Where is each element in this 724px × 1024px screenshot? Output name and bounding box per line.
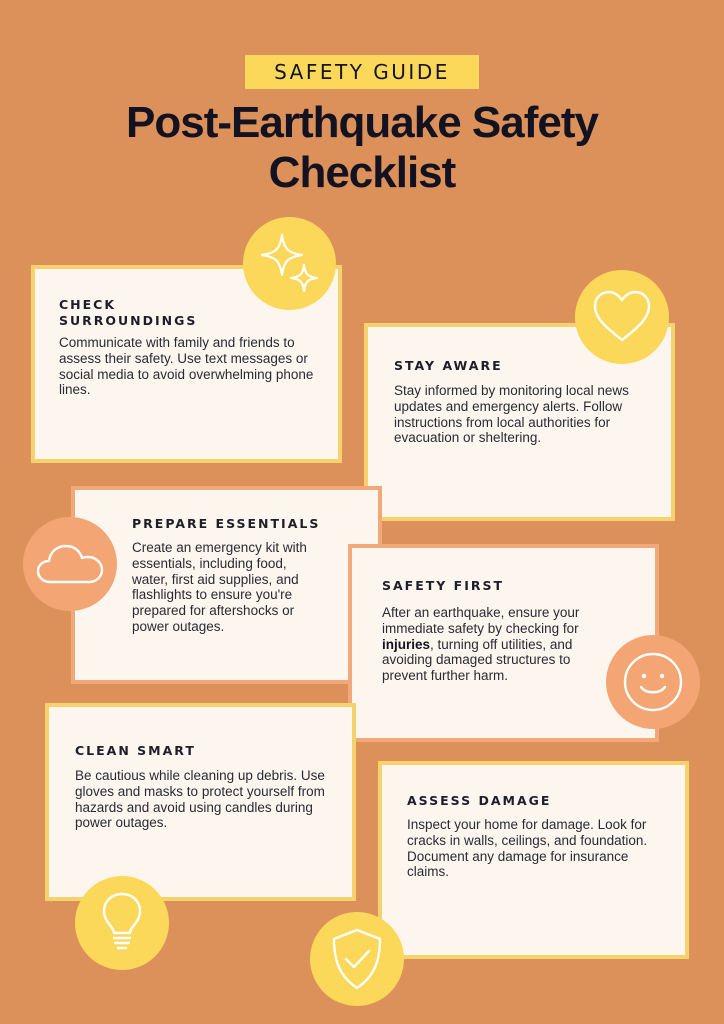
card-body: Inspect your home for damage. Look for cracks in walls, ceilings, and foundation. Document any damage for insurance claims. [407, 817, 648, 880]
card-heading: PREPARE ESSENTIALS [132, 516, 321, 531]
card-body-text: , turning off utilities, and avoiding damaged structures to prevent further harm. [382, 636, 573, 684]
card-safety-first [348, 544, 659, 742]
smiley-icon [606, 635, 700, 729]
card-body: Communicate with family and friends to assess their safety. Use text messages or social media to avoid overwhelming phone lines. [59, 335, 314, 398]
card-heading-line-1: CHECK [59, 297, 117, 312]
card-heading: STAY AWARE [394, 358, 503, 373]
heart-icon [575, 270, 669, 364]
card-clean-smart [45, 703, 356, 901]
title-line-2: Checklist [268, 148, 456, 197]
shield-check-icon [310, 912, 404, 1006]
title-line-1: Post-Earthquake Safety [126, 98, 598, 147]
card-body [382, 605, 600, 684]
card-heading-line-2: SURROUNDINGS [59, 313, 198, 328]
safety-guide-tag: SAFETY GUIDE [245, 55, 479, 89]
sparkle-icon [243, 217, 336, 310]
page-title [60, 98, 664, 198]
card-body: Stay informed by monitoring local news updates and emergency alerts. Follow instructions from local authorities for evacuation or sheltering. [394, 383, 629, 446]
card-heading: ASSESS DAMAGE [407, 793, 552, 808]
lightbulb-icon [75, 876, 169, 970]
card-heading: CLEAN SMART [75, 743, 196, 758]
card-body: Be cautious while cleaning up debris. Use gloves and masks to protect yourself from hazards and avoid using candles during power outages. [75, 768, 325, 831]
card-body: Create an emergency kit with essentials, including food, water, first aid supplies, and flashlights to ensure you're prepared for aftershocks or power outages. [132, 540, 307, 634]
card-prepare-essentials [71, 486, 382, 684]
card-heading: SAFETY FIRST [382, 578, 505, 593]
cloud-icon [23, 517, 117, 611]
card-assess-damage [378, 761, 689, 959]
card-body-emphasis: injuries [382, 636, 431, 652]
card-body-text: After an earthquake, ensure your immediate safety by checking for [382, 605, 580, 636]
card-heading [59, 297, 197, 329]
